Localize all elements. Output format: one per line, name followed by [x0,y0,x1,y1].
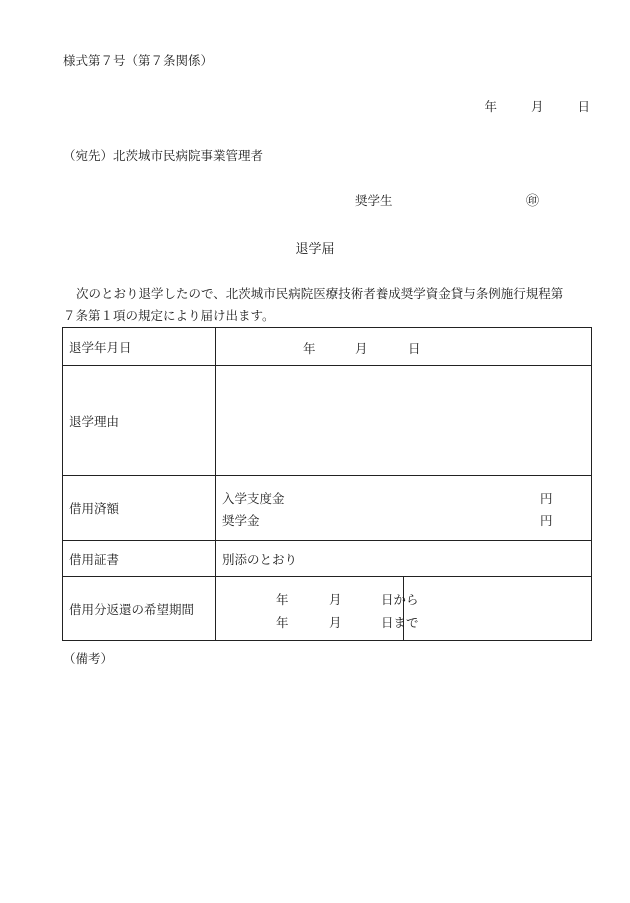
certificate-label: 借用証書 [63,541,216,577]
repayment-from-day: 日から [381,592,419,607]
seal-mark: ㊞ [526,194,540,209]
borrowed-label: 借用済額 [63,476,216,541]
body-line-2: ７条第１項の規定により届け出ます。 [63,308,275,323]
repayment-label: 借用分返還の希望期間 [63,577,216,641]
borrowed-item-unit: 円 [540,513,553,528]
addressee: （宛先）北茨城市民病院事業管理者 [63,148,264,163]
form-number: 様式第７号（第７条関係） [63,53,214,68]
repayment-from-month: 月 [329,592,342,607]
date-year: 年 [484,99,498,114]
withdrawal-date-label: 退学年月日 [63,328,216,366]
row-withdrawal-date [63,328,592,366]
reason-field[interactable] [216,366,592,476]
withdrawal-month: 月 [355,341,368,356]
submission-date [485,97,590,115]
repayment-to-year: 年 [276,615,289,630]
document-title: 退学届 [295,242,335,257]
borrowed-item-unit: 円 [540,491,553,506]
repayment-period-field[interactable] [216,577,419,641]
withdrawal-date-field[interactable] [216,328,592,366]
withdrawal-year: 年 [303,341,316,356]
withdrawal-form-table [62,327,592,641]
body-line-1: 次のとおり退学したので、北茨城市民病院医療技術者養成奨学資金貸与条例施行規程第 [76,286,564,301]
date-day: 日 [577,99,590,114]
withdrawal-day: 日 [408,341,421,356]
certificate-value: 別添のとおり [216,541,592,577]
repayment-to-month: 月 [329,615,342,630]
borrowed-item-name: 奨学金 [222,513,260,528]
body-text [63,283,608,327]
repayment-extra-field[interactable] [404,577,592,641]
row-borrowed-amount [63,476,592,541]
borrowed-field[interactable] [216,476,592,541]
applicant-label: 奨学生 [355,193,393,208]
reason-label: 退学理由 [63,366,216,476]
date-month: 月 [531,99,544,114]
row-reason [63,366,592,476]
repayment-from-year: 年 [276,592,289,607]
remarks-label: （備考） [63,651,114,666]
repayment-to-day: 日まで [381,615,419,630]
row-certificate [63,541,592,577]
borrowed-item-name: 入学支度金 [222,491,285,506]
row-repayment-period [63,577,592,641]
